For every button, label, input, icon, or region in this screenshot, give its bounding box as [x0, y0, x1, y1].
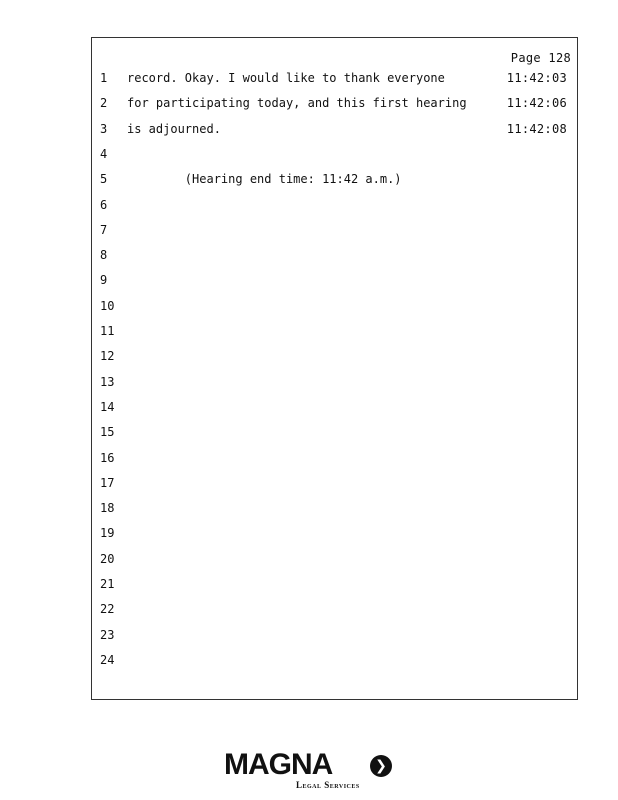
transcript-line: [92, 397, 577, 417]
line-text: record. Okay. I would like to thank everyone: [127, 71, 445, 85]
transcript-line: [92, 346, 577, 366]
line-timestamp: 11:42:06: [506, 96, 567, 111]
transcript-line: [92, 650, 577, 670]
transcript-line: [92, 523, 577, 543]
transcript-line: [92, 321, 577, 341]
line-number: 15: [100, 425, 115, 440]
line-number: 10: [100, 298, 115, 313]
line-number: 3: [100, 121, 108, 136]
line-number: 6: [100, 197, 108, 212]
line-number: 8: [100, 248, 108, 263]
arrow-right-circle-icon: ❯: [370, 755, 392, 777]
line-text: is adjourned.: [127, 121, 221, 136]
transcript-line: [92, 245, 577, 265]
line-number: 14: [100, 399, 115, 414]
line-number: 18: [100, 501, 115, 516]
line-number: 4: [100, 146, 108, 161]
transcript-line: [92, 93, 577, 113]
transcript-line: [92, 372, 577, 392]
transcript-line: [92, 68, 577, 88]
line-number: 20: [100, 551, 115, 566]
line-number: 19: [100, 526, 115, 541]
transcript-line: [92, 169, 577, 189]
line-number: 1: [100, 71, 108, 85]
transcript-line: [92, 574, 577, 594]
line-timestamp: 11:42:08: [506, 121, 567, 136]
logo-wordmark: MAGNA: [224, 748, 333, 781]
line-number: 24: [100, 652, 115, 667]
line-number: 23: [100, 627, 115, 642]
transcript-line: [92, 473, 577, 493]
transcript-line: [92, 625, 577, 645]
transcript-line: [92, 599, 577, 619]
line-text: (Hearing end time: 11:42 a.m.): [127, 172, 402, 187]
line-text: for participating today, and this first hearing: [127, 96, 467, 111]
line-number: 7: [100, 222, 108, 237]
transcript-line: [92, 498, 577, 518]
transcript-line: [92, 119, 577, 139]
transcript-line: [92, 549, 577, 569]
line-number: 21: [100, 577, 115, 591]
transcript-line: [92, 296, 577, 316]
line-number: 16: [100, 450, 115, 465]
line-number: 22: [100, 602, 115, 617]
line-timestamp: 11:42:03: [506, 71, 567, 85]
line-number: 9: [100, 273, 108, 288]
line-number: 2: [100, 96, 108, 111]
magna-logo: [224, 747, 399, 795]
transcript-line: [92, 448, 577, 468]
transcript-line: [92, 220, 577, 240]
transcript-line: [92, 422, 577, 442]
line-number: 13: [100, 374, 115, 389]
logo-subtitle: Legal Services: [296, 780, 360, 790]
line-number: 11: [100, 324, 115, 338]
transcript-line: [92, 144, 577, 164]
transcript-line: [92, 195, 577, 215]
transcript-page: [91, 37, 578, 700]
line-number: 17: [100, 475, 115, 490]
page-number: Page 128: [510, 51, 571, 65]
line-number: 12: [100, 349, 115, 364]
line-number: 5: [100, 172, 108, 187]
transcript-line: [92, 270, 577, 290]
